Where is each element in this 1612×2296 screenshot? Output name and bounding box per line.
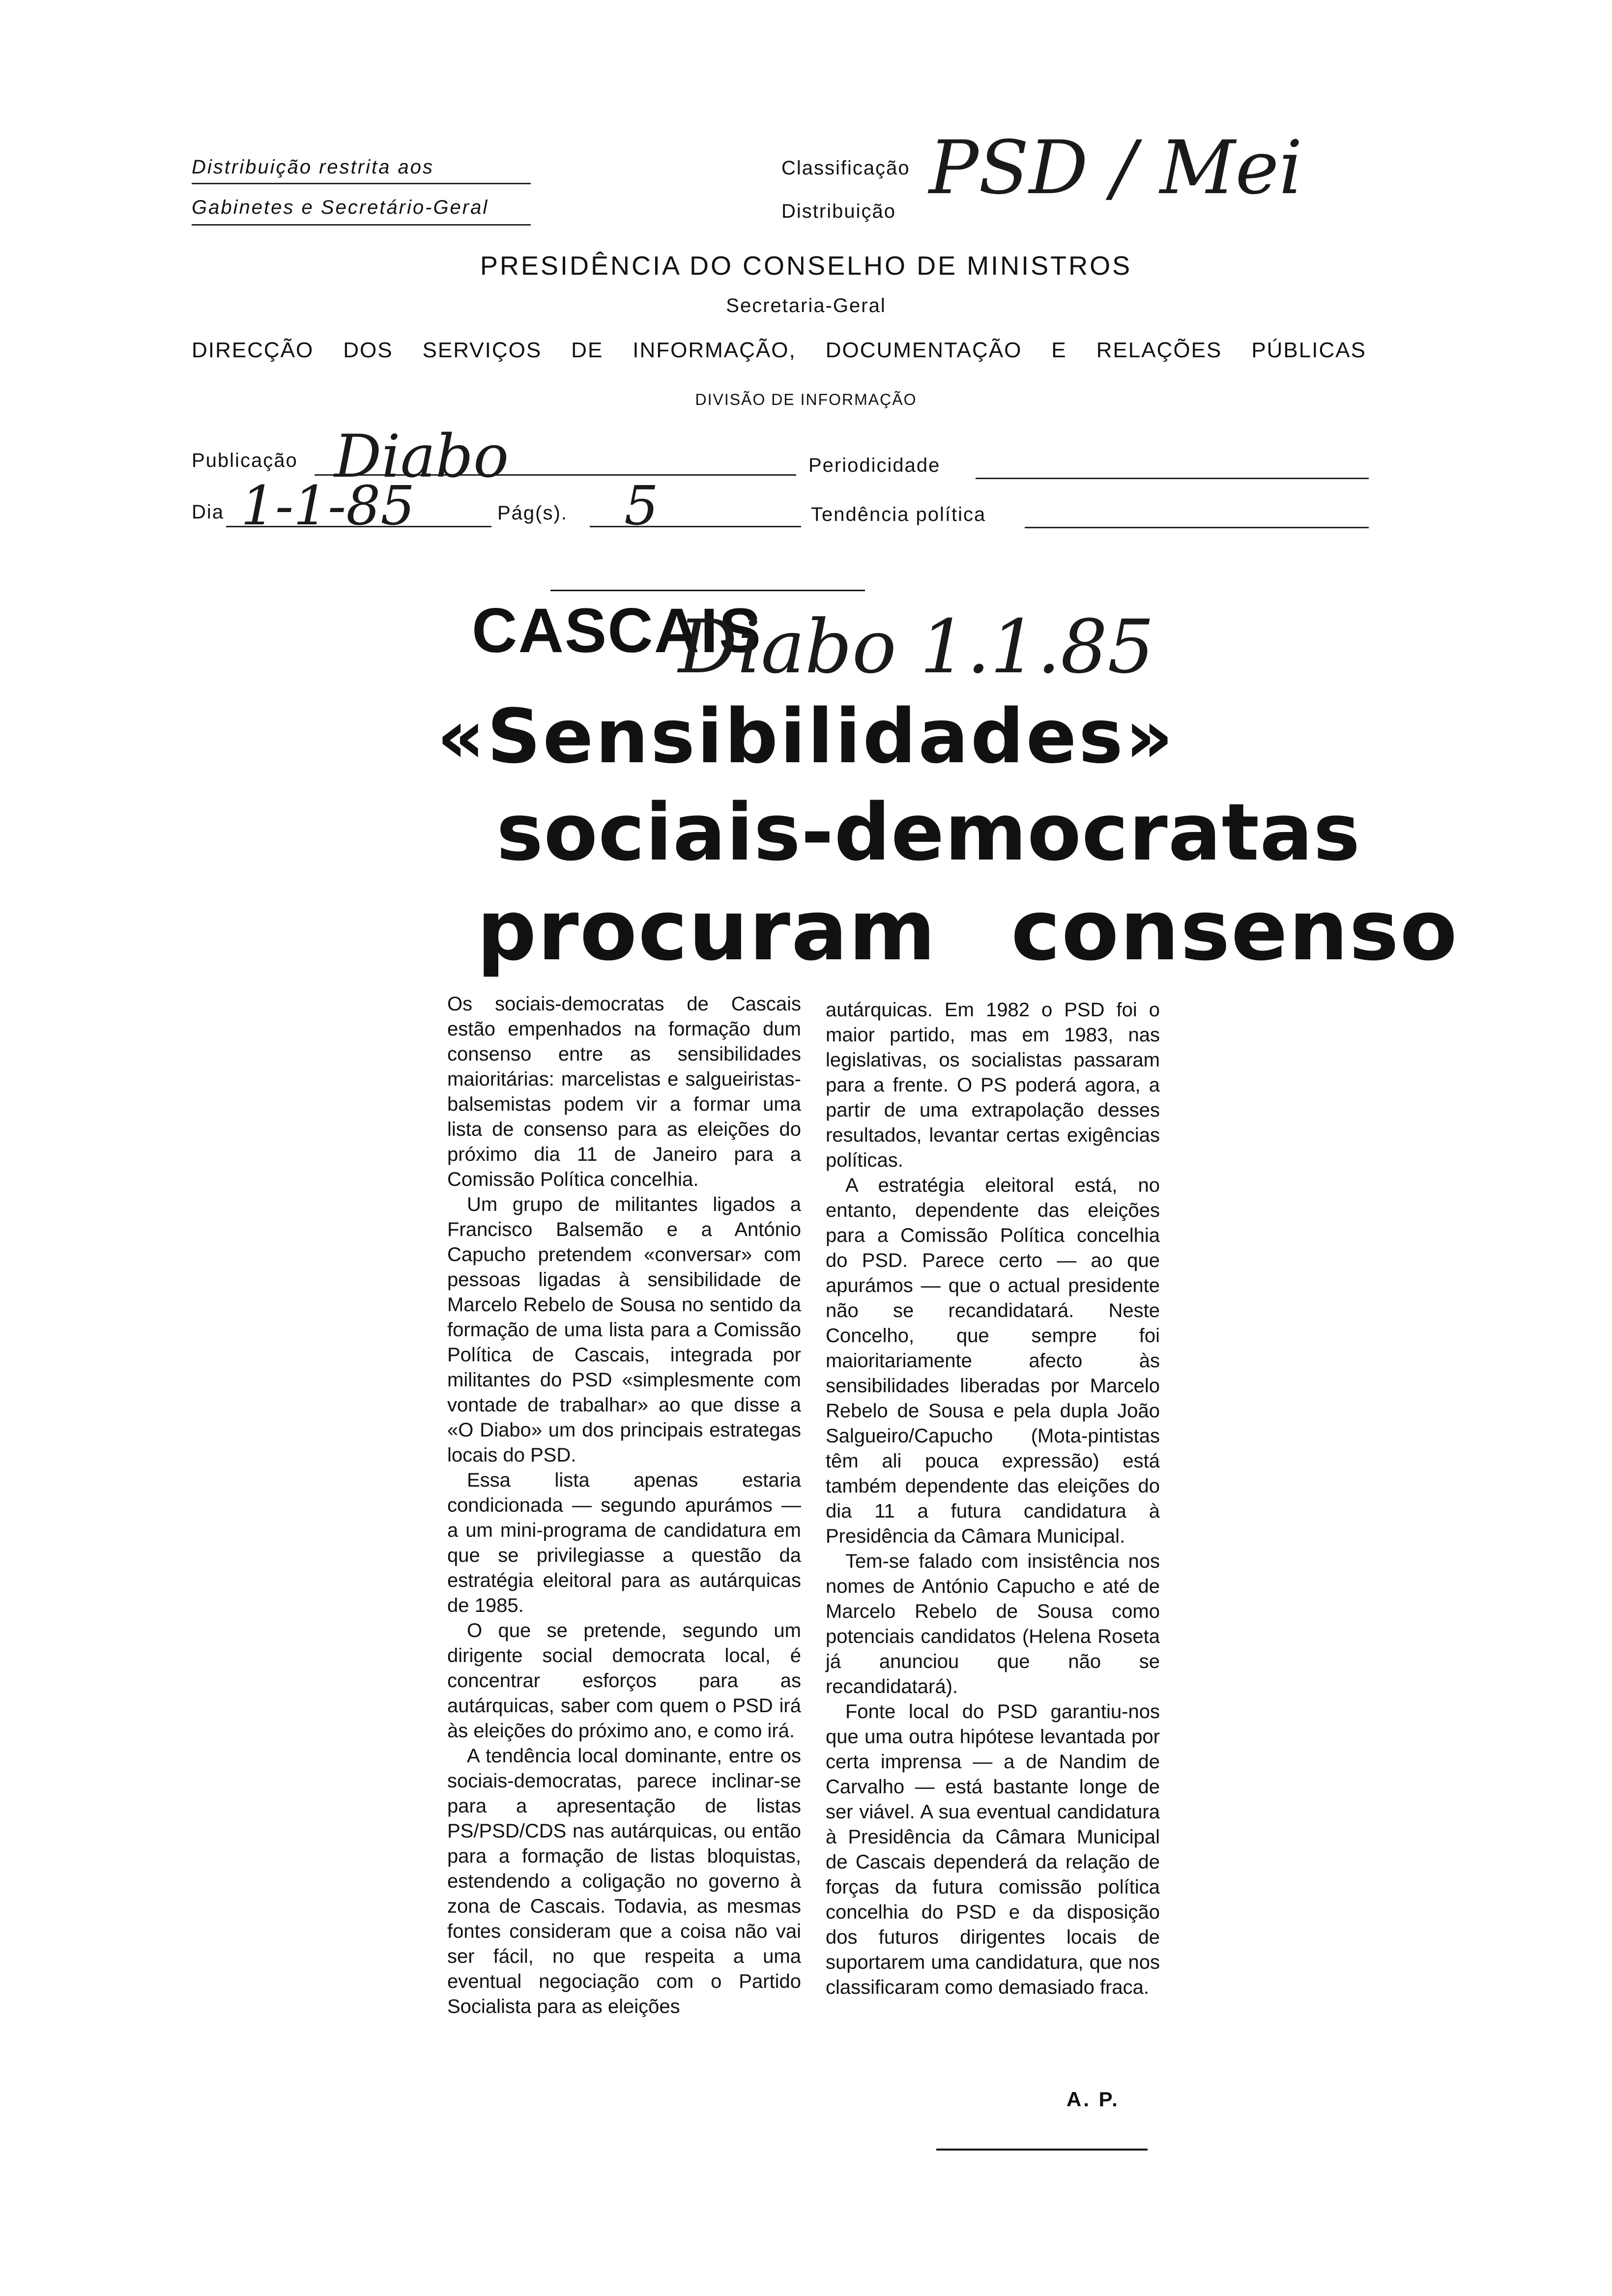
distribution-restriction-line2: Gabinetes e Secretário-Geral [192,197,489,218]
periodicidade-label: Periodicidade [808,455,941,476]
classificacao-label: Classificação [781,157,910,179]
periodicidade-line [976,478,1369,479]
paragraph: A tendência local dominante, entre os sociais-democratas, parece inclinar-se para a apresentação de listas PS/PSD/CDS nas autárquicas, ou então para a formação de listas bloquistas, estendendo a coligação no governo à zona de Cascais. Todavia, as mesmas fontes consideram que a coisa não vai ser fácil, no que respeita a uma eventual negociação com o Partido Socialista para as eleições [447,1745,801,2017]
tendencia-line [1025,527,1369,528]
paragraph: A estratégia eleitoral está, no entanto, dependente das eleições para a Comissão Política concelhia do PSD. Parece certo — ao que apurámos — que o actual presidente não se recandidatará. Neste Concelho, que sempre foi maioritariamente afecto às sensibilidades liberadas por Marcelo Rebelo de Sousa e pela dupla João Salgueiro/Capucho (Mota-pintistas têm ali pouca expressão) está também dependente das eleições do dia 11 a futura candidatura à Presidência da Câmara Municipal. [826,1175,1160,1547]
article-column-2 [826,998,1160,2000]
divider [550,590,865,591]
divider [192,183,531,184]
directorate-word: DOS [343,338,393,362]
article-signature: A. P. [1066,2088,1120,2111]
dia-value: 1-1-85 [241,474,415,537]
directorate-word: DE [571,338,604,362]
dia-label: Dia [192,501,225,523]
distribuicao-label: Distribuição [781,201,896,222]
pags-line [590,526,801,527]
pags-value: 5 [624,474,659,537]
paragraph: Essa lista apenas estaria condicionada — segundo apurámos — a um mini-programa de candidatura em que se privilegiasse a questão da estratégia eleitoral para as autárquicas de 1985. [447,1469,801,1616]
directorate-name [192,338,1366,363]
paragraph: Um grupo de militantes ligados a Francisco Balsemão e a António Capucho pretendem «conversar» com pessoas ligadas à sensibilidade de Marcelo Rebelo de Sousa no sentido da formação de uma lista para a Comissão Política de Cascais, integrada por militantes do PSD «simplesmente com vontade de trabalhar» ao que disse a «O Diabo» um dos principais estrategas locais do PSD. [447,1194,801,1466]
paragraph: autárquicas. Em 1982 o PSD foi o maior partido, mas em 1983, nas legislativas, os socialistas passaram para a frente. O PS poderá agora, a partir de uma extrapolação desses resultados, levantar certas exigências políticas. [826,999,1160,1171]
directorate-word: RELAÇÕES [1096,338,1222,362]
paragraph: Os sociais-democratas de Cascais estão empenhados na formação dum consenso entre as sensibilidades maioritárias: marcelistas e salgueiristas-balsemistas podem vir a formar uma lista de consenso para as eleições do próximo dia 11 de Janeiro para a Comissão Política concelhia. [447,993,801,1190]
article-column-1 [447,992,801,2019]
paragraph: O que se pretende, segundo um dirigente social democrata local, é concentrar esforços para as autárquicas, saber com quem o PSD irá às eleições do próximo ano, e como irá. [447,1620,801,1742]
publicacao-value: Diabo [334,423,509,491]
divider [192,224,531,226]
directorate-word: DOCUMENTAÇÃO [825,338,1022,362]
distribution-restriction-line1: Distribuição restrita aos [192,156,434,178]
directorate-word: PÚBLICAS [1251,338,1366,362]
division-name: DIVISÃO DE INFORMAÇÃO [695,391,917,408]
handwritten-note: Diabo 1.1.85 [678,604,1154,690]
tendencia-label: Tendência política [811,504,986,525]
directorate-word: DIRECÇÃO [192,338,314,362]
directorate-word: SERVIÇOS [422,338,542,362]
headline-line-2: sociais-democratas [496,786,1361,878]
pags-label: Pág(s). [497,502,568,524]
headline-line-1: «Sensibilidades» [436,693,1176,780]
publicacao-label: Publicação [192,450,298,471]
article-kicker: CASCAIS [472,596,762,666]
directorate-word: INFORMAÇÃO, [633,338,796,362]
organization-title: PRESIDÊNCIA DO CONSELHO DE MINISTROS [480,251,1132,281]
organization-subtitle: Secretaria-Geral [726,295,886,316]
paragraph: Tem-se falado com insistência nos nomes de António Capucho e até de Marcelo Rebelo de Sousa como potenciais candidatos (Helena Roseta já anunciou que não se recandidatará). [826,1550,1160,1697]
headline-line-3: procuram consenso [477,882,1459,979]
divider [936,2149,1148,2151]
handwritten-classification: PSD / Mei [929,125,1303,211]
directorate-word: E [1051,338,1067,362]
paragraph: Fonte local do PSD garantiu-nos que uma outra hipótese levantada por certa imprensa — a de Nandim de Carvalho — está bastante longe de ser viável. A sua eventual candidatura à Presidência da Câmara Municipal de Cascais dependerá da relação de forças da futura comissão política concelhia do PSD e da disposição dos futuros dirigentes locais de suportarem uma candidatura, que nos classificaram como demasiado fraca. [826,1701,1160,1998]
